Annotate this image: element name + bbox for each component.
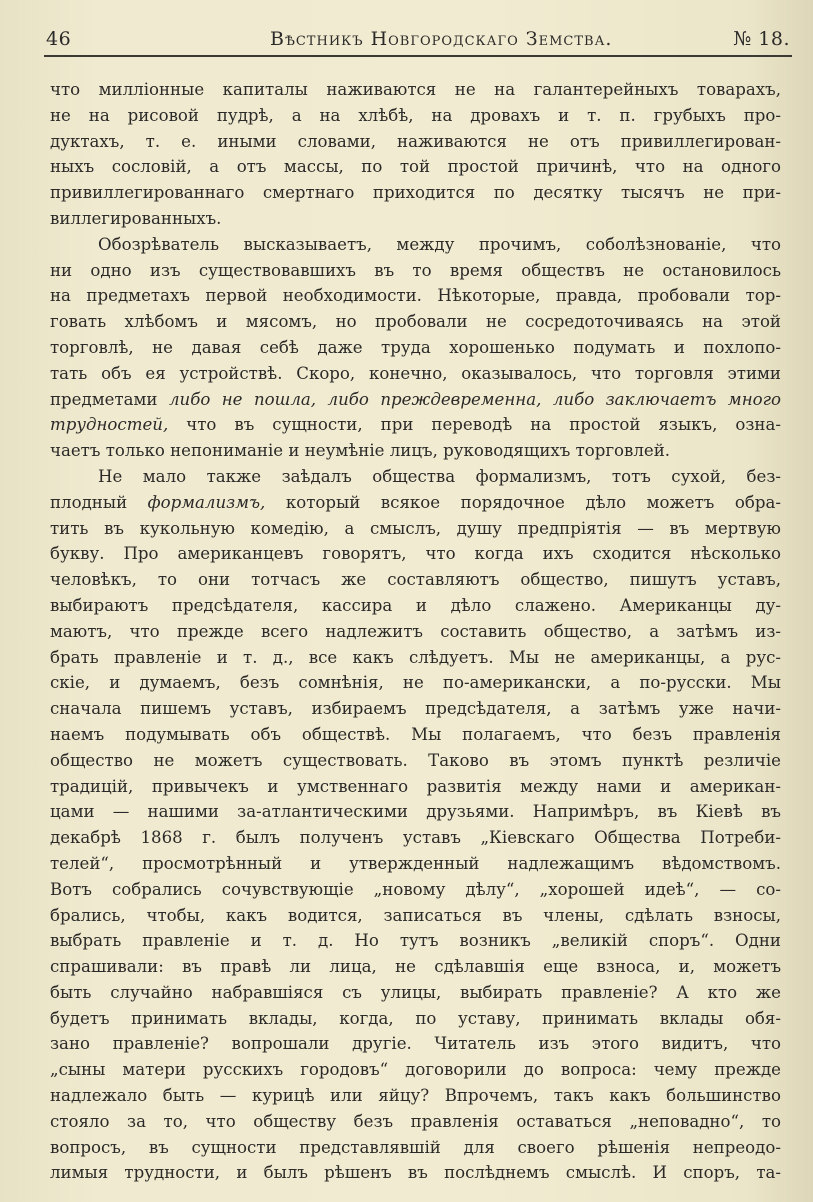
line-text: декабрѣ 1868 г. былъ полученъ уставъ „Кіевскаго Общества Потреби- xyxy=(50,828,781,848)
text-line xyxy=(50,541,781,567)
line-text: наемъ подумывать объ обществѣ. Мы полагаемъ, что безъ правленія xyxy=(50,724,781,744)
text-line xyxy=(50,774,781,800)
line-text: ни одно изъ существовавшихъ въ то время обществъ не остановилось xyxy=(50,260,781,280)
text-line xyxy=(50,103,781,129)
text-line xyxy=(50,1083,781,1109)
line-text: скіе, и думаемъ, безъ сомнѣнія, не по-американски, а по-русски. Мы xyxy=(50,673,781,693)
text-line xyxy=(50,954,781,980)
line-text: ныхъ сословій, а отъ массы, по той простой причинѣ, что на одного xyxy=(50,157,781,177)
text-line xyxy=(50,516,781,542)
line-text: будетъ принимать вклады, когда, по уставу, принимать вклады обя- xyxy=(50,1008,781,1028)
text-line xyxy=(50,1031,781,1057)
line-text-continuation: что въ сущности, при переводѣ на простой языкъ, озна- xyxy=(168,415,781,435)
article-body xyxy=(50,77,781,1186)
text-line xyxy=(50,825,781,851)
line-text: плодный xyxy=(50,492,148,512)
line-text: не на рисовой пудрѣ, а на хлѣбѣ, на дровахъ и т. п. грубыхъ про- xyxy=(50,105,781,125)
line-text: человѣкъ, то они тотчасъ же составляютъ общество, пишутъ уставъ, xyxy=(50,570,781,590)
italic-text: формализмъ, xyxy=(147,492,266,512)
text-line xyxy=(50,593,781,619)
line-text: торговлѣ, не давая себѣ даже труда хорошенько подумать и похлопо- xyxy=(50,337,781,357)
line-text: что милліонные капиталы наживаются не на галантерейныхъ товарахъ, xyxy=(50,80,781,99)
line-text: виллегированныхъ. xyxy=(50,208,222,228)
line-text: „сыны матери русскихъ городовъ“ договорили до вопроса: чему прежде xyxy=(50,1060,781,1080)
page-number: 46 xyxy=(46,28,72,50)
text-line xyxy=(50,799,781,825)
text-line xyxy=(50,670,781,696)
italic-text: трудностей, xyxy=(50,415,169,435)
text-line xyxy=(50,1160,781,1186)
line-text: чаетъ только непониманіе и неумѣніе лицъ, руководящихъ торговлей. xyxy=(50,441,671,461)
line-text: лимыя трудности, и былъ рѣшенъ въ послѣднемъ смыслѣ. И споръ, та- xyxy=(50,1163,781,1183)
text-line xyxy=(50,696,781,722)
text-line xyxy=(50,412,781,438)
line-text: брать правленіе и т. д., все какъ слѣдуетъ. Мы не американцы, а рус- xyxy=(50,647,781,667)
text-line xyxy=(50,283,781,309)
text-line xyxy=(50,748,781,774)
text-line xyxy=(50,335,781,361)
text-line xyxy=(50,903,781,929)
line-text: стояло за то, что обществу безъ правленія оставаться „неповадно“, то xyxy=(50,1111,781,1131)
line-text: общество не можетъ существовать. Таково въ этомъ пунктѣ резличіе xyxy=(50,750,781,770)
line-text: сначала пишемъ уставъ, избираемъ предсѣдателя, а затѣмъ уже начи- xyxy=(50,699,781,719)
line-text: предметами xyxy=(50,389,169,409)
text-line xyxy=(50,1057,781,1083)
line-text: телей“, просмотрѣнный и утвержденный надлежащимъ вѣдомствомъ. xyxy=(50,853,781,873)
text-line xyxy=(50,180,781,206)
text-line xyxy=(50,567,781,593)
line-text: выбираютъ предсѣдателя, кассира и дѣло слажено. Американцы ду- xyxy=(50,595,781,615)
line-text: традицій, привычекъ и умственнаго развитія между нами и американ- xyxy=(50,776,781,796)
text-line xyxy=(50,129,781,155)
line-text: привиллегированнаго смертнаго приходится по десятку тысячъ не при- xyxy=(50,183,781,203)
text-line xyxy=(50,980,781,1006)
text-line xyxy=(50,154,781,180)
line-text-continuation: который всякое порядочное дѣло можетъ обра- xyxy=(265,492,781,512)
text-line xyxy=(50,722,781,748)
text-line xyxy=(50,645,781,671)
line-text: букву. Про американцевъ говорятъ, что когда ихъ сходится нѣсколько xyxy=(50,544,781,564)
line-text: на предметахъ первой необходимости. Нѣкоторые, правда, пробовали тор- xyxy=(50,286,781,306)
line-text: брались, чтобы, какъ водится, записаться въ члены, сдѣлать взносы, xyxy=(50,905,781,925)
line-text: надлежало быть — курицѣ или яйцу? Впрочемъ, такъ какъ большинство xyxy=(50,1086,781,1106)
text-line xyxy=(50,877,781,903)
text-line xyxy=(50,1109,781,1135)
journal-title: Вѣстникъ Новгородскаго Земства. xyxy=(270,28,613,50)
text-line xyxy=(50,309,781,335)
text-line xyxy=(50,387,781,413)
text-line xyxy=(50,77,781,103)
running-header xyxy=(46,28,790,56)
text-line xyxy=(50,232,781,258)
italic-text: либо не пошла, либо преждевременна, либо заключаетъ много xyxy=(168,389,781,409)
text-line xyxy=(50,619,781,645)
line-text: Обозрѣватель высказываетъ, между прочимъ, соболѣзнованіе, что xyxy=(98,234,781,254)
text-line xyxy=(50,438,781,464)
issue-number: № 18. xyxy=(733,28,790,50)
header-rule xyxy=(44,55,792,57)
line-text: Вотъ собрались сочувствующіе „новому дѣлу“, „хорошей идеѣ“, — со- xyxy=(50,879,781,899)
line-text: дуктахъ, т. е. иными словами, наживаются не отъ привиллегирован- xyxy=(50,131,781,151)
text-line xyxy=(50,361,781,387)
line-text: маютъ, что прежде всего надлежитъ составить общество, а затѣмъ из- xyxy=(50,621,781,641)
text-line xyxy=(50,928,781,954)
text-line xyxy=(50,851,781,877)
text-line xyxy=(50,1135,781,1161)
line-text: тить въ кукольную комедію, а смыслъ, душу предпріятія — въ мертвую xyxy=(50,518,781,538)
text-line xyxy=(50,490,781,516)
line-text: говать хлѣбомъ и мясомъ, но пробовали не сосредоточиваясь на этой xyxy=(50,312,781,332)
text-line xyxy=(50,1006,781,1032)
line-text: спрашивали: въ правѣ ли лица, не сдѣлавшія еще взноса, и, можетъ xyxy=(50,957,781,977)
line-text: быть случайно набравшіяся съ улицы, выбирать правленіе? А кто же xyxy=(50,982,781,1002)
text-line xyxy=(50,258,781,284)
line-text: зано правленіе? вопрошали другіе. Читатель изъ этого видитъ, что xyxy=(50,1034,781,1054)
line-text: цами — нашими за-атлантическими друзьями. Напримѣръ, въ Кіевѣ въ xyxy=(50,802,781,822)
line-text: тать объ ея устройствѣ. Скоро, конечно, оказывалось, что торговля этими xyxy=(50,363,781,383)
line-text: выбрать правленіе и т. д. Но тутъ возникъ „великій споръ“. Одни xyxy=(50,931,781,951)
text-line xyxy=(50,464,781,490)
line-text: вопросъ, въ сущности представлявшій для своего рѣшенія непреодо- xyxy=(50,1137,781,1157)
text-line xyxy=(50,206,781,232)
line-text: Не мало также заѣдалъ общества формализмъ, тотъ сухой, без- xyxy=(98,466,781,486)
